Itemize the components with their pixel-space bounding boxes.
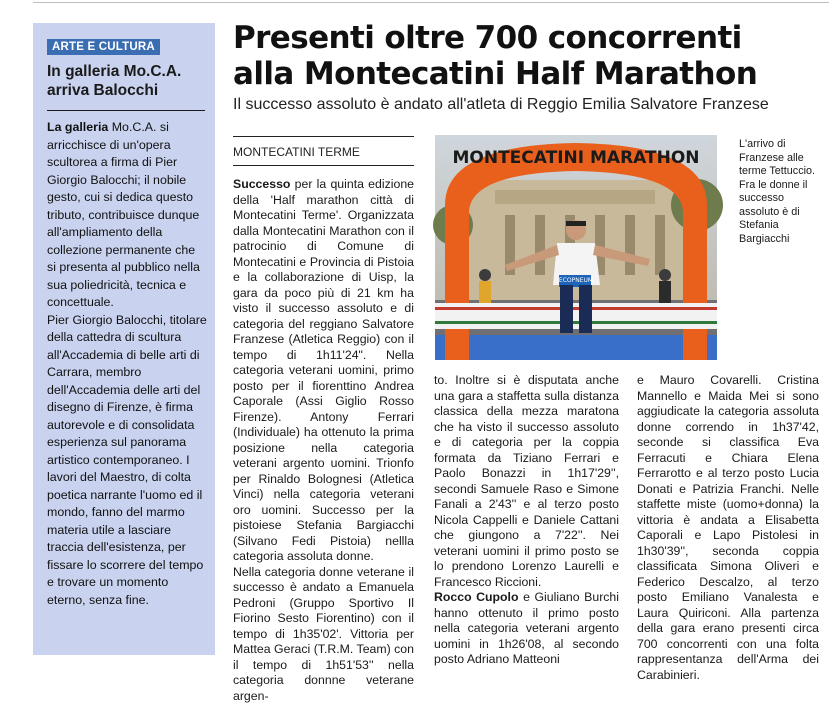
dateline-rule-bottom xyxy=(233,165,414,166)
sidebar-paragraph-1 xyxy=(47,119,207,312)
column-1-paragraph-2: Nella categoria donne veterane il successo è andato a Emanuela Pedroni (Gruppo Sportivo Il Fiorino Sesto Fiorentino) con il tempo di 1h35'02'. Vittoria per Mattea Geraci (T.R.M. Team) con il tempo di 1h51'53'' nella categoria donnne veterane argen- xyxy=(233,565,414,704)
dateline-rule-top xyxy=(233,136,414,137)
runner-bib-text: ECOPNEUM xyxy=(559,277,593,284)
dateline: MONTECATINI TERME xyxy=(233,145,360,159)
culture-sidebar xyxy=(33,23,215,655)
article-lead-word: Successo xyxy=(233,177,290,191)
sidebar-paragraph-2: Pier Giorgio Balocchi, titolare della cattedra di scultura all'Accademia di belle arti di Carrara, membro dell'Accademia delle arti del disegno di Firenze, è firma autorevole e di consolidata esperienza sul panorama artistico contemporaneo. I lavori del Maestro, di colta poetica narrante l'uomo ed il mondo, fanno del marmo materia utile a lasciare traccia dell'esistenza, per fissare lo scorrere del tempo e trovare un momento eterno, senza fine. xyxy=(47,312,207,610)
sidebar-title: In galleria Mo.C.A. arriva Balocchi xyxy=(47,62,207,100)
headline-line-2: alla Montecatini Half Marathon xyxy=(233,56,757,92)
column-1-paragraph-1-text: per la quinta edizione della 'Half marathon città di Montecatini Terme'. Organizzata dalla Montecatini Marathon con il patrocinio di Comune di Montecatini e Provincia di Pistoia e la collaborazione di Uisp, la gara da poco più di 21 km ha visto il successo assoluto e di categoria del reggiano Salvatore Franzese (Atletica Reggio) con il tempo di 1h11'24". Nella categoria veterani uomini, primo posto per il fiorenttino Andrea Caporale (Assi Giglio Rosso Firenze). Antony Ferrari (Individuale) ha ottenuto la prima posizione nella categoria veterani argento uomini. Trionfo per Rinaldo Bolognesi (Atletica Vinci) nella categoria veterani oro uomini. Successo per la pistoiese Stefania Bargiacchi (Silvano Fedi Pistoia) nellla categoria assoluta donne. xyxy=(233,177,414,563)
arch-banner-text: MONTECATINI MARATHON xyxy=(452,148,699,168)
sidebar-paragraph-1-text: Mo.C.A. si arricchisce di un'opera scultorea a firma di Pier Giorgio Balocchi; il nobile gesto, cui si dedica questo tributo, contribuisce dunque all'ampliamento della collezione permanente che si presenta al pubblico nella sua poliedricità, tecnica e concettuale. xyxy=(47,120,200,309)
column-2-paragraph-2-text: e Giuliano Burchi hanno ottenuto il primo posto nella categoria veterani argento uomini in 1h26'08, al secondo posto Adriano Matteoni xyxy=(434,590,619,666)
article-column-3 xyxy=(637,373,819,683)
finish-line-photo xyxy=(435,135,717,360)
article-headline xyxy=(233,20,757,92)
column-1-paragraph-1 xyxy=(233,177,414,565)
sidebar-lead: La galleria xyxy=(47,120,108,134)
column-2-paragraph-1: to. Inoltre si è disputata anche una gara a staffetta sulla distanza classica della mezza maratona che ha visto il successo assoluto e di categoria per la coppia formata da Tiziano Ferrari e Paolo Bonazzi in 1h17'29'', secondi Samuele Raso e Simone Fanali a 2'43'' e al terzo posto Nicola Cappelli e Daniele Cattani che giungono a 7'22''. Nei veterani uomini il primo posto se lo prendono Lorenzo Laurelli e Francesco Riccioni. xyxy=(434,373,619,590)
article-subhead: Il successo assoluto è andato all'atleta di Reggio Emilia Salvatore Franzese xyxy=(233,96,769,114)
section-tag: ARTE E CULTURA xyxy=(47,39,160,55)
column-2-paragraph-2 xyxy=(434,590,619,668)
top-rule xyxy=(33,2,829,3)
photo-caption: L'arrivo di Franzese alle terme Tettuccio. Fra le donne il successo assoluto è di Stefania Bargiacchi xyxy=(739,138,819,246)
article-column-1 xyxy=(233,177,414,704)
sidebar-body xyxy=(47,119,207,609)
column-3-paragraph-1: e Mauro Covarelli. Cristina Mannello e Maida Mei si sono aggiudicate la categoria assoluta donne correndo in 1h37'42, seconde si classifica Eva Ferracuti e Chiara Elena Ferrarotto e al terzo posto Lucia Donati e Patrizia Franchi. Nelle staffette miste (uomo+donna) la vittoria è andata a Elisabetta Caporali e Lapo Pistolesi in 1h30'39'', seconda coppia classificata Simona Oliveri e Federico Descalzo, al terzo posto Emiliano Vanalesta e Laura Quiriconi. Alla partenza della gara erano presenti circa 700 concorrenti con una folta rappresentanza dell'Arma dei Carabinieri. xyxy=(637,373,819,683)
sidebar-divider xyxy=(47,110,205,111)
photo-illustration xyxy=(435,135,717,360)
article-column-2 xyxy=(434,373,619,668)
column-2-lead: Rocco Cupolo xyxy=(434,590,519,604)
headline-line-1: Presenti oltre 700 concorrenti xyxy=(233,20,757,56)
